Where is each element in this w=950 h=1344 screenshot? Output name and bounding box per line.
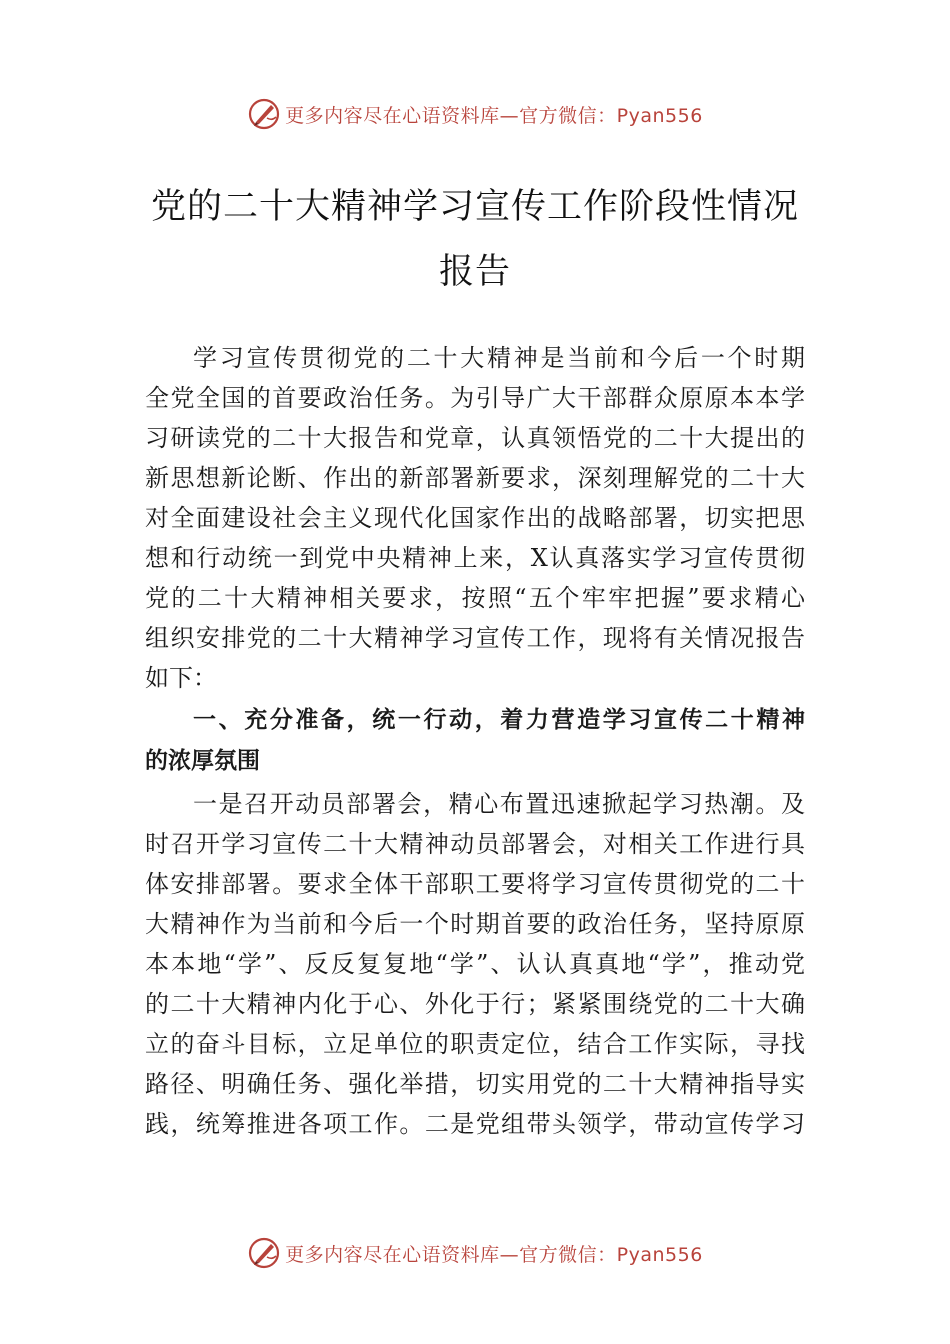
body-line: 学习宣传贯彻党的二十大精神是当前和今后一个时期 bbox=[193, 344, 805, 372]
document-title-line-1: 党的二十大精神学习宣传工作阶段性情况 bbox=[150, 187, 799, 227]
pen-logo-icon bbox=[247, 1236, 281, 1270]
body-line: 组织安排党的二十大精神学习宣传工作，现将有关情况报告 bbox=[145, 624, 805, 652]
section-heading: 一、充分准备，统一行动，着力营造学习宣传二十精神 bbox=[193, 707, 805, 733]
section-heading-continued: 的浓厚氛围 bbox=[145, 748, 260, 774]
watermark-text: 更多内容尽在心语资料库—官方微信：Pyan556 bbox=[285, 1243, 703, 1266]
body-line: 全党全国的首要政治任务。为引导广大干部群众原原本本学 bbox=[145, 384, 805, 412]
body-line: 新思想新论断、作出的新部署新要求，深刻理解党的二十大 bbox=[145, 464, 805, 492]
watermark-text: 更多内容尽在心语资料库—官方微信：Pyan556 bbox=[285, 104, 703, 127]
body-line: 立的奋斗目标，立足单位的职责定位，结合工作实际，寻找 bbox=[145, 1030, 805, 1058]
body-line: 想和行动统一到党中央精神上来，X认真落实学习宣传贯彻 bbox=[145, 544, 805, 572]
watermark-banner-bottom bbox=[0, 1233, 950, 1273]
body-line: 时召开学习宣传二十大精神动员部署会，对相关工作进行具 bbox=[145, 830, 805, 858]
pen-logo-icon bbox=[247, 97, 281, 131]
body-line: 践，统筹推进各项工作。二是党组带头领学，带动宣传学习 bbox=[145, 1110, 805, 1138]
document-title-line-2: 报告 bbox=[438, 252, 511, 292]
body-line: 习研读党的二十大报告和党章，认真领悟党的二十大提出的 bbox=[145, 424, 805, 452]
body-line: 本本地“学”、反反复复地“学”、认认真真地“学”，推动党 bbox=[145, 950, 805, 978]
body-line: 一是召开动员部署会，精心布置迅速掀起学习热潮。及 bbox=[193, 790, 805, 818]
body-line: 党的二十大精神相关要求，按照“五个牢牢把握”要求精心 bbox=[145, 584, 805, 612]
watermark-banner-top bbox=[0, 94, 950, 134]
body-line: 对全面建设社会主义现代化国家作出的战略部署，切实把思 bbox=[145, 504, 805, 532]
body-line: 体安排部署。要求全体干部职工要将学习宣传贯彻党的二十 bbox=[145, 870, 805, 898]
body-line: 如下： bbox=[145, 664, 217, 692]
body-line: 的二十大精神内化于心、外化于行；紧紧围绕党的二十大确 bbox=[145, 990, 805, 1018]
body-line: 路径、明确任务、强化举措，切实用党的二十大精神指导实 bbox=[145, 1070, 805, 1098]
body-line: 大精神作为当前和今后一个时期首要的政治任务，坚持原原 bbox=[145, 910, 805, 938]
